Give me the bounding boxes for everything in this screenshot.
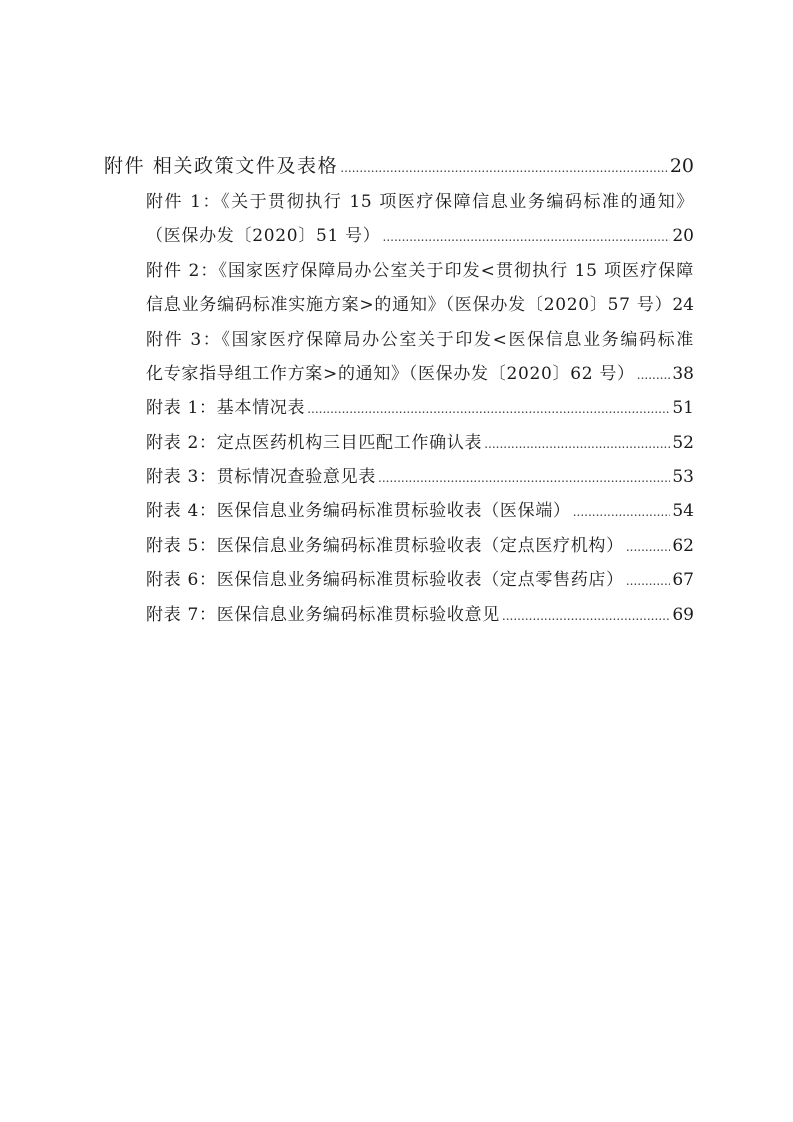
toc-entry-table-1[interactable] <box>146 394 694 422</box>
toc-entry-label: 信息业务编码标准实施方案>的通知》（医保办发〔2020〕57 号） <box>146 295 673 315</box>
toc-entry-attachment-2-line1[interactable] <box>146 257 694 285</box>
toc-dot-leader <box>484 430 670 458</box>
toc-page-number: 52 <box>672 433 694 453</box>
toc-dot-leader <box>340 154 668 182</box>
toc-entry-label: 附件 3：《国家医疗保障局办公室关于印发<医保信息业务编码标准 <box>146 330 694 350</box>
toc-entry-label: （医保办发〔2020〕51 号） <box>146 226 381 246</box>
toc-entry-label: 附表 3：贯标情况查验意见表 <box>146 467 377 487</box>
toc-page-number: 20 <box>672 226 694 246</box>
toc-entry-label: 附表 5：医保信息业务编码标准贯标验收表（定点医疗机构） <box>146 536 624 556</box>
toc-page-number: 38 <box>672 364 694 384</box>
toc-entry-table-3[interactable] <box>146 463 694 491</box>
toc-entry-attachment-3-line2[interactable] <box>146 360 694 388</box>
toc-entry-table-2[interactable] <box>146 429 694 457</box>
toc-dot-leader <box>626 567 671 595</box>
toc-page-number: 51 <box>672 398 694 418</box>
toc-entry-label: 附表 1：基本情况表 <box>146 398 306 418</box>
toc-page-number: 54 <box>672 501 694 521</box>
toc-page-number: 53 <box>672 467 694 487</box>
toc-dot-leader <box>626 533 671 561</box>
toc-entry-table-7[interactable] <box>146 601 694 629</box>
toc-page-number: 67 <box>672 570 694 590</box>
toc-page-number: 20 <box>669 155 694 177</box>
toc-entry-label: 附表 7：医保信息业务编码标准贯标验收意见 <box>146 605 500 625</box>
toc-dot-leader <box>307 395 670 423</box>
toc-page-number: 62 <box>672 536 694 556</box>
toc-entry-label: 附表 2：定点医药机构三目匹配工作确认表 <box>146 433 483 453</box>
toc-entry-table-6[interactable] <box>146 566 694 594</box>
toc-dot-leader <box>378 464 670 492</box>
toc-page-number: 69 <box>672 605 694 625</box>
toc-dot-leader <box>502 602 670 630</box>
toc-entry-attachment-1-line1[interactable] <box>146 188 694 216</box>
toc-entry-label: 附表 4：医保信息业务编码标准贯标验收表（医保端） <box>146 501 571 521</box>
toc-dot-leader <box>573 498 671 526</box>
toc-entry-attachments[interactable] <box>104 152 694 180</box>
toc-entry-attachment-1-line2[interactable] <box>146 222 694 250</box>
toc-entry-label: 附件 1：《关于贯彻执行 15 项医疗保障信息业务编码标准的通知》 <box>146 192 694 212</box>
toc-entry-label: 化专家指导组工作方案>的通知》（医保办发〔2020〕62 号） <box>146 364 635 384</box>
toc-entry-attachment-3-line1[interactable] <box>146 326 694 354</box>
toc-dot-leader <box>637 361 671 389</box>
toc-entry-table-5[interactable] <box>146 532 694 560</box>
toc-entry-attachment-2-line2[interactable] <box>146 291 694 319</box>
toc-entry-table-4[interactable] <box>146 497 694 525</box>
toc-entry-label: 附件 相关政策文件及表格 <box>104 155 339 177</box>
toc-entry-label: 附表 6：医保信息业务编码标准贯标验收表（定点零售药店） <box>146 570 624 590</box>
toc-page-number: 24 <box>672 295 694 315</box>
toc-entry-label: 附件 2：《国家医疗保障局办公室关于印发<贯彻执行 15 项医疗保障 <box>146 261 694 281</box>
toc-dot-leader <box>383 223 671 251</box>
